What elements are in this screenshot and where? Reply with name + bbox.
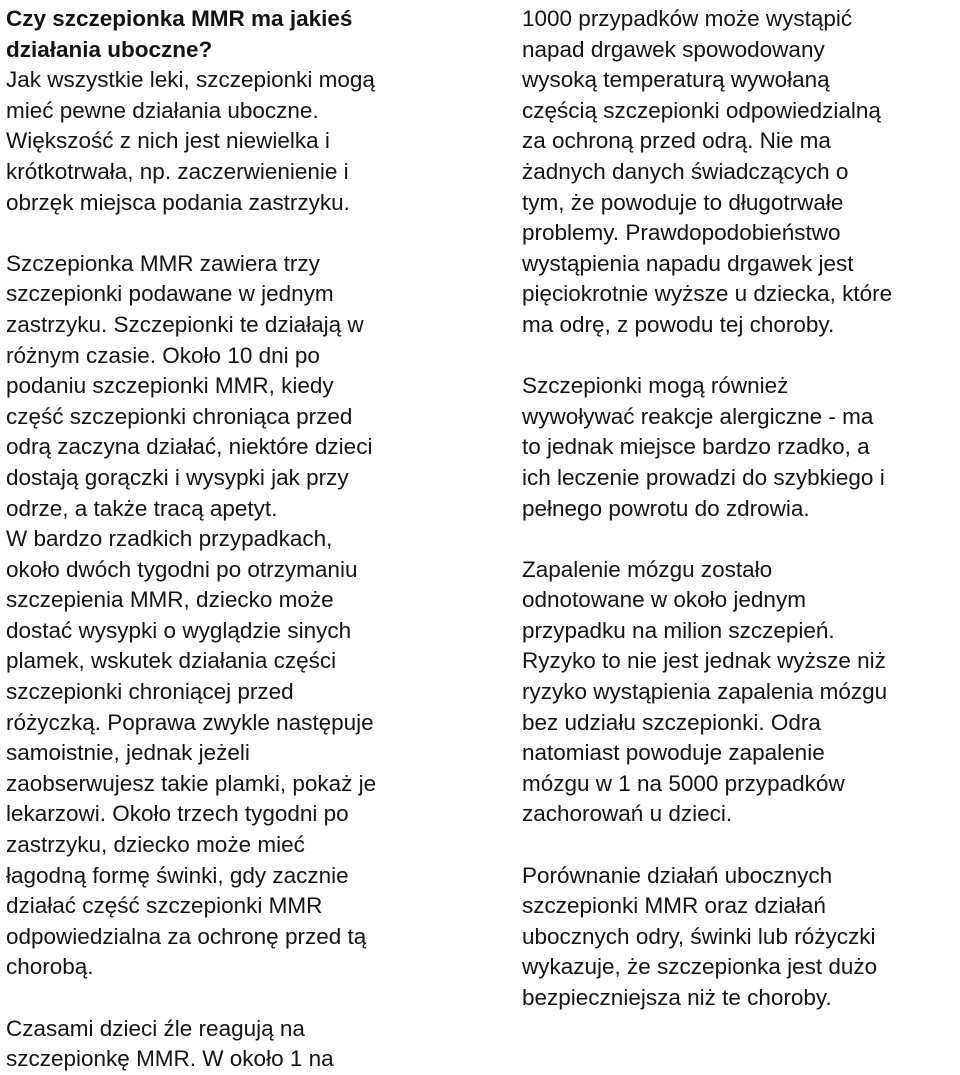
paragraph-comparison: Porównanie działań ubocznych szczepionki MMR oraz działań ubocznych odry, świnki lub różyczki wykazuje, że szczepionka jest dużo bezpieczniejsza niż te choroby. xyxy=(522,862,878,1010)
paragraph-allergic-reactions: Szczepionki mogą również wywoływać reakcje alergiczne - ma to jednak miejsce bardzo rzadko, a ich leczenie prowadzi do szybkiego i pełnego powrotu do zdrowia. xyxy=(522,373,885,521)
paragraph-seizures: 1000 przypadków może wystąpić napad drgawek spowodowany wysoką temperaturą wywołaną częścią szczepionki odpowiedzialną za ochroną przed odrą. Nie ma żadnych danych świadczących o tym, że powoduje to długotrwałe problemy. Prawdopodobieństwo wystąpienia napadu drgawek jest pięciokrotnie wyższe u dziecka, które ma odrę, z powodu tej choroby. xyxy=(522,6,893,337)
left-column xyxy=(6,4,476,1075)
right-column xyxy=(522,4,958,1014)
paragraph-side-effects-intro: Jak wszystkie leki, szczepionki mogą mieć pewne działania uboczne. Większość z nich jest niewielka i krótkotrwała, np. zaczerwienienie i obrzęk miejsca podania zastrzyku. xyxy=(6,67,375,215)
paragraph-encephalitis: Zapalenie mózgu zostało odnotowane w około jednym przypadku na milion szczepień. Ryzyko to nie jest jednak wyższe niż ryzyko wystąpienia zapalenia mózgu bez udziału szczepionki. Odra natomiast powoduje zapalenie mózgu w 1 na 5000 przypadków zachorowań u dzieci. xyxy=(522,556,888,827)
paragraph-mmr-components: Szczepionka MMR zawiera trzy szczepionki podawane w jednym zastrzyku. Szczepionki te działają w różnym czasie. Około 10 dni po podaniu szczepionki MMR, kiedy część szczepionki chroniąca przed odrą zaczyna działać, niektóre dzieci dostają gorączki i wysypki jak przy odrze, a także tracą apetyt. W bardzo rzadkich przypadkach, około dwóch tygodni po otrzymaniu szczepienia MMR, dziecko może dostać wysypki o wyglądzie sinych plamek, wskutek działania części szczepionki chroniącej przed różyczką. Poprawa zwykle następuje samoistnie, jednak jeżeli zaobserwujesz takie plamki, pokaż je lekarzowi. Około trzech tygodni po zastrzyku, dziecko może mieć łagodną formę świnki, gdy zacznie działać część szczepionki MMR odpowiedzialna za ochronę przed tą chorobą. xyxy=(6,250,377,980)
paragraph-bad-reactions: Czasami dzieci źle reagują na szczepionkę MMR. W około 1 na xyxy=(6,1015,334,1072)
section-heading: Czy szczepionka MMR ma jakieś działania uboczne? xyxy=(6,6,353,62)
